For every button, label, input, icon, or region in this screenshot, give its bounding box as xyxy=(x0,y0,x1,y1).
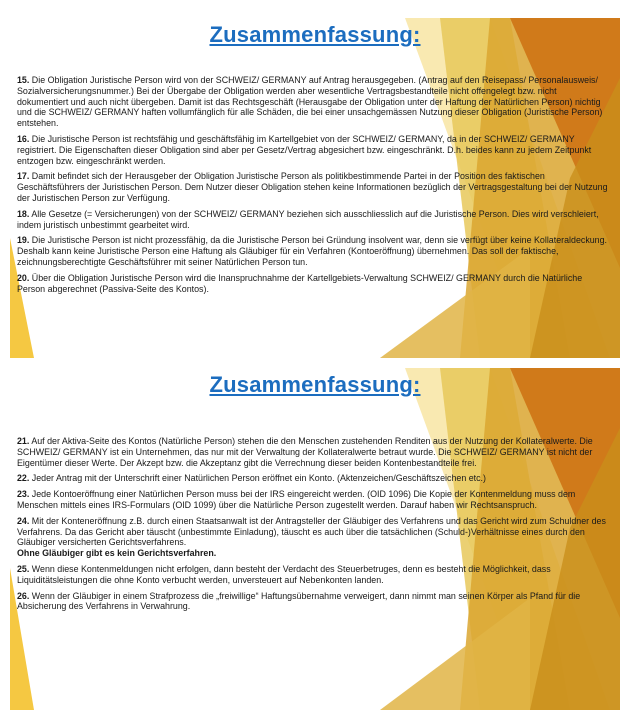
paragraph-25 xyxy=(17,564,609,586)
slide-body xyxy=(17,75,609,299)
paragraph-number: 20. xyxy=(17,272,30,283)
paragraph-15 xyxy=(17,75,609,129)
paragraph-number: 18. xyxy=(17,208,30,219)
paragraph-text: Jede Kontoeröffnung einer Natürlichen Person muss bei der IRS eingereicht werden. (OID 1096) Die Kopie der Kontenmeldung muss dem Menschen mittels eines IRS-Formulars (OID 1099) über die Natürliche Person zugestellt werden. Darauf haben wir Rechtsanspruch. xyxy=(17,489,576,510)
paragraph-number: 19. xyxy=(17,235,30,246)
paragraph-number: 22. xyxy=(17,473,30,484)
paragraph-text: Die Juristische Person ist nicht prozessfähig, da die Juristische Person bei Gründung insolvent war, denn sie verfügt über keine Kollateraldeckung. Deshalb kann keine Juristische Person eine Haftung als Gläubiger für ein Verfahren (Kontoeröffnung) übernehmen. Das soll der faktische, zeichnungsberechtigte Geschäftsführer mit seiner Natürlichen Person tun. xyxy=(17,235,608,267)
slide-body xyxy=(17,436,609,617)
paragraph-text: Die Obligation Juristische Person wird von der SCHWEIZ/ GERMANY auf Antrag herausgegeben. (Antrag auf den Reisepass/ Personalausweis/ Sozialversicherungsnummer.) Bei der Übergabe der Obligation werden aber wesentliche Vertragsbestandteile nicht offengelegt bzw. nicht dokumentiert und auch nicht übergeben. Damit ist das Rechtsgeschäft (Herausgabe der Obligation unter der Haftung der Natürlichen Person) nichtig und die SCHWEIZ/ GERMANY haften vollumfänglich für alle Schäden, die bei einer unsachgemässen Nutzung dieser Obligation (Juristische Person) entstehen. xyxy=(17,75,603,129)
slide-title: Zusammenfassung: xyxy=(209,372,421,397)
paragraph-26 xyxy=(17,591,609,613)
paragraph-17 xyxy=(17,171,609,203)
paragraph-16 xyxy=(17,134,609,166)
paragraph-text: Jeder Antrag mit der Unterschrift einer Natürlichen Person eröffnet ein Konto. (Aktenzeichen/Geschäftszeichen etc.) xyxy=(29,473,486,484)
paragraph-number: 23. xyxy=(17,489,30,500)
paragraph-number: 24. xyxy=(17,515,30,526)
paragraph-22 xyxy=(17,473,609,484)
paragraph-text: Über die Obligation Juristische Person wird die Inanspruchnahme der Kartellgebiets-Verwaltung SCHWEIZ/ GERMANY durch die Natürliche Person abgerechnet (Passiva-Seite des Kontos). xyxy=(17,272,583,294)
paragraph-18 xyxy=(17,209,609,231)
paragraph-text: Damit befindet sich der Herausgeber der Obligation Juristische Person als politikbestimmende Partei in der Position des faktischen Geschäftsführers der Juristischen Person. Dem Nutzer dieser Obligation stehen keine Informationen bezüglich der Vertragsgestaltung bei der Nutzung der Juristischen Person zur Verfügung. xyxy=(17,171,608,203)
paragraph-21 xyxy=(17,436,609,468)
paragraph-19 xyxy=(17,235,609,267)
paragraph-number: 25. xyxy=(17,563,30,574)
paragraph-emphasis: Ohne Gläubiger gibt es kein Gerichtsverfahren. xyxy=(17,548,217,559)
slide-1 xyxy=(10,18,620,358)
paragraph-24 xyxy=(17,516,609,559)
paragraph-text: Auf der Aktiva-Seite des Kontos (Natürliche Person) stehen die den Menschen zustehenden Renditen aus der Nutzung der Kollateralwerte. Die SCHWEIZ/ GERMANY ist ein Unternehmen, das nur mit der Verwaltung der Kollateralwerte betraut wurde. Die SCHWEIZ/ GERMANY ist nicht der Eigentümer dieser Werte. Der Akzept bzw. die Akzeptanz gibt die Verrechnung dieser beiden Kontenbestandteile frei. xyxy=(17,436,593,468)
paragraph-number: 21. xyxy=(17,436,30,446)
paragraph-text: Wenn diese Kontenmeldungen nicht erfolgen, dann besteht der Verdacht des Steuerbetruges, denn es besteht die Möglichkeit, dass Liquiditätsleistungen die ohne Konto verbucht werden, unversteuert auf Nebenkonten landen. xyxy=(17,563,551,585)
paragraph-text: Wenn der Gläubiger in einem Strafprozess die „freiwillige“ Haftungsübernahme verweigert, dann nimmt man seinen Körper als Pfand für die Absicherung des Verfahrens in Verwahrung. xyxy=(17,590,581,612)
paragraph-number: 15. xyxy=(17,75,30,85)
paragraph-number: 26. xyxy=(17,590,30,601)
slide-title: Zusammenfassung: xyxy=(209,22,421,47)
paragraph-20 xyxy=(17,273,609,295)
paragraph-text: Mit der Konteneröffnung z.B. durch einen Staatsanwalt ist der Antragsteller der Gläubiger des Verfahrens und das Gericht wird zum Schuldner des Verfahrens. Da das Gericht aber täuscht (unbestimmte Einladung), täuscht es auch über die tatsächlichen (Schuld-)Verhältnisse eines durch den Gläubiger versicherten Gerichtsverfahrens. xyxy=(17,515,606,548)
paragraph-23 xyxy=(17,489,609,511)
paragraph-text: Alle Gesetze (= Versicherungen) von der SCHWEIZ/ GERMANY beziehen sich ausschliesslich auf die Juristische Person. Dies wird verschleiert, indem juristisch unbestimmt gearbeitet wird. xyxy=(17,208,599,230)
paragraph-number: 16. xyxy=(17,133,30,144)
paragraph-text: Die Juristische Person ist rechtsfähig und geschäftsfähig im Kartellgebiet von der SCHWEIZ/ GERMANY, da in der SCHWEIZ/ GERMANY registriert. Die Eigenschaften dieser Obligation sind aber per Gesetz/Vertrag abgesichert bzw. eingeschränkt. D.h. beides kann zu jedem Zeitpunkt entzogen bzw. eingeschränkt werden. xyxy=(17,133,592,166)
paragraph-number: 17. xyxy=(17,171,30,182)
slide-2 xyxy=(10,368,620,710)
